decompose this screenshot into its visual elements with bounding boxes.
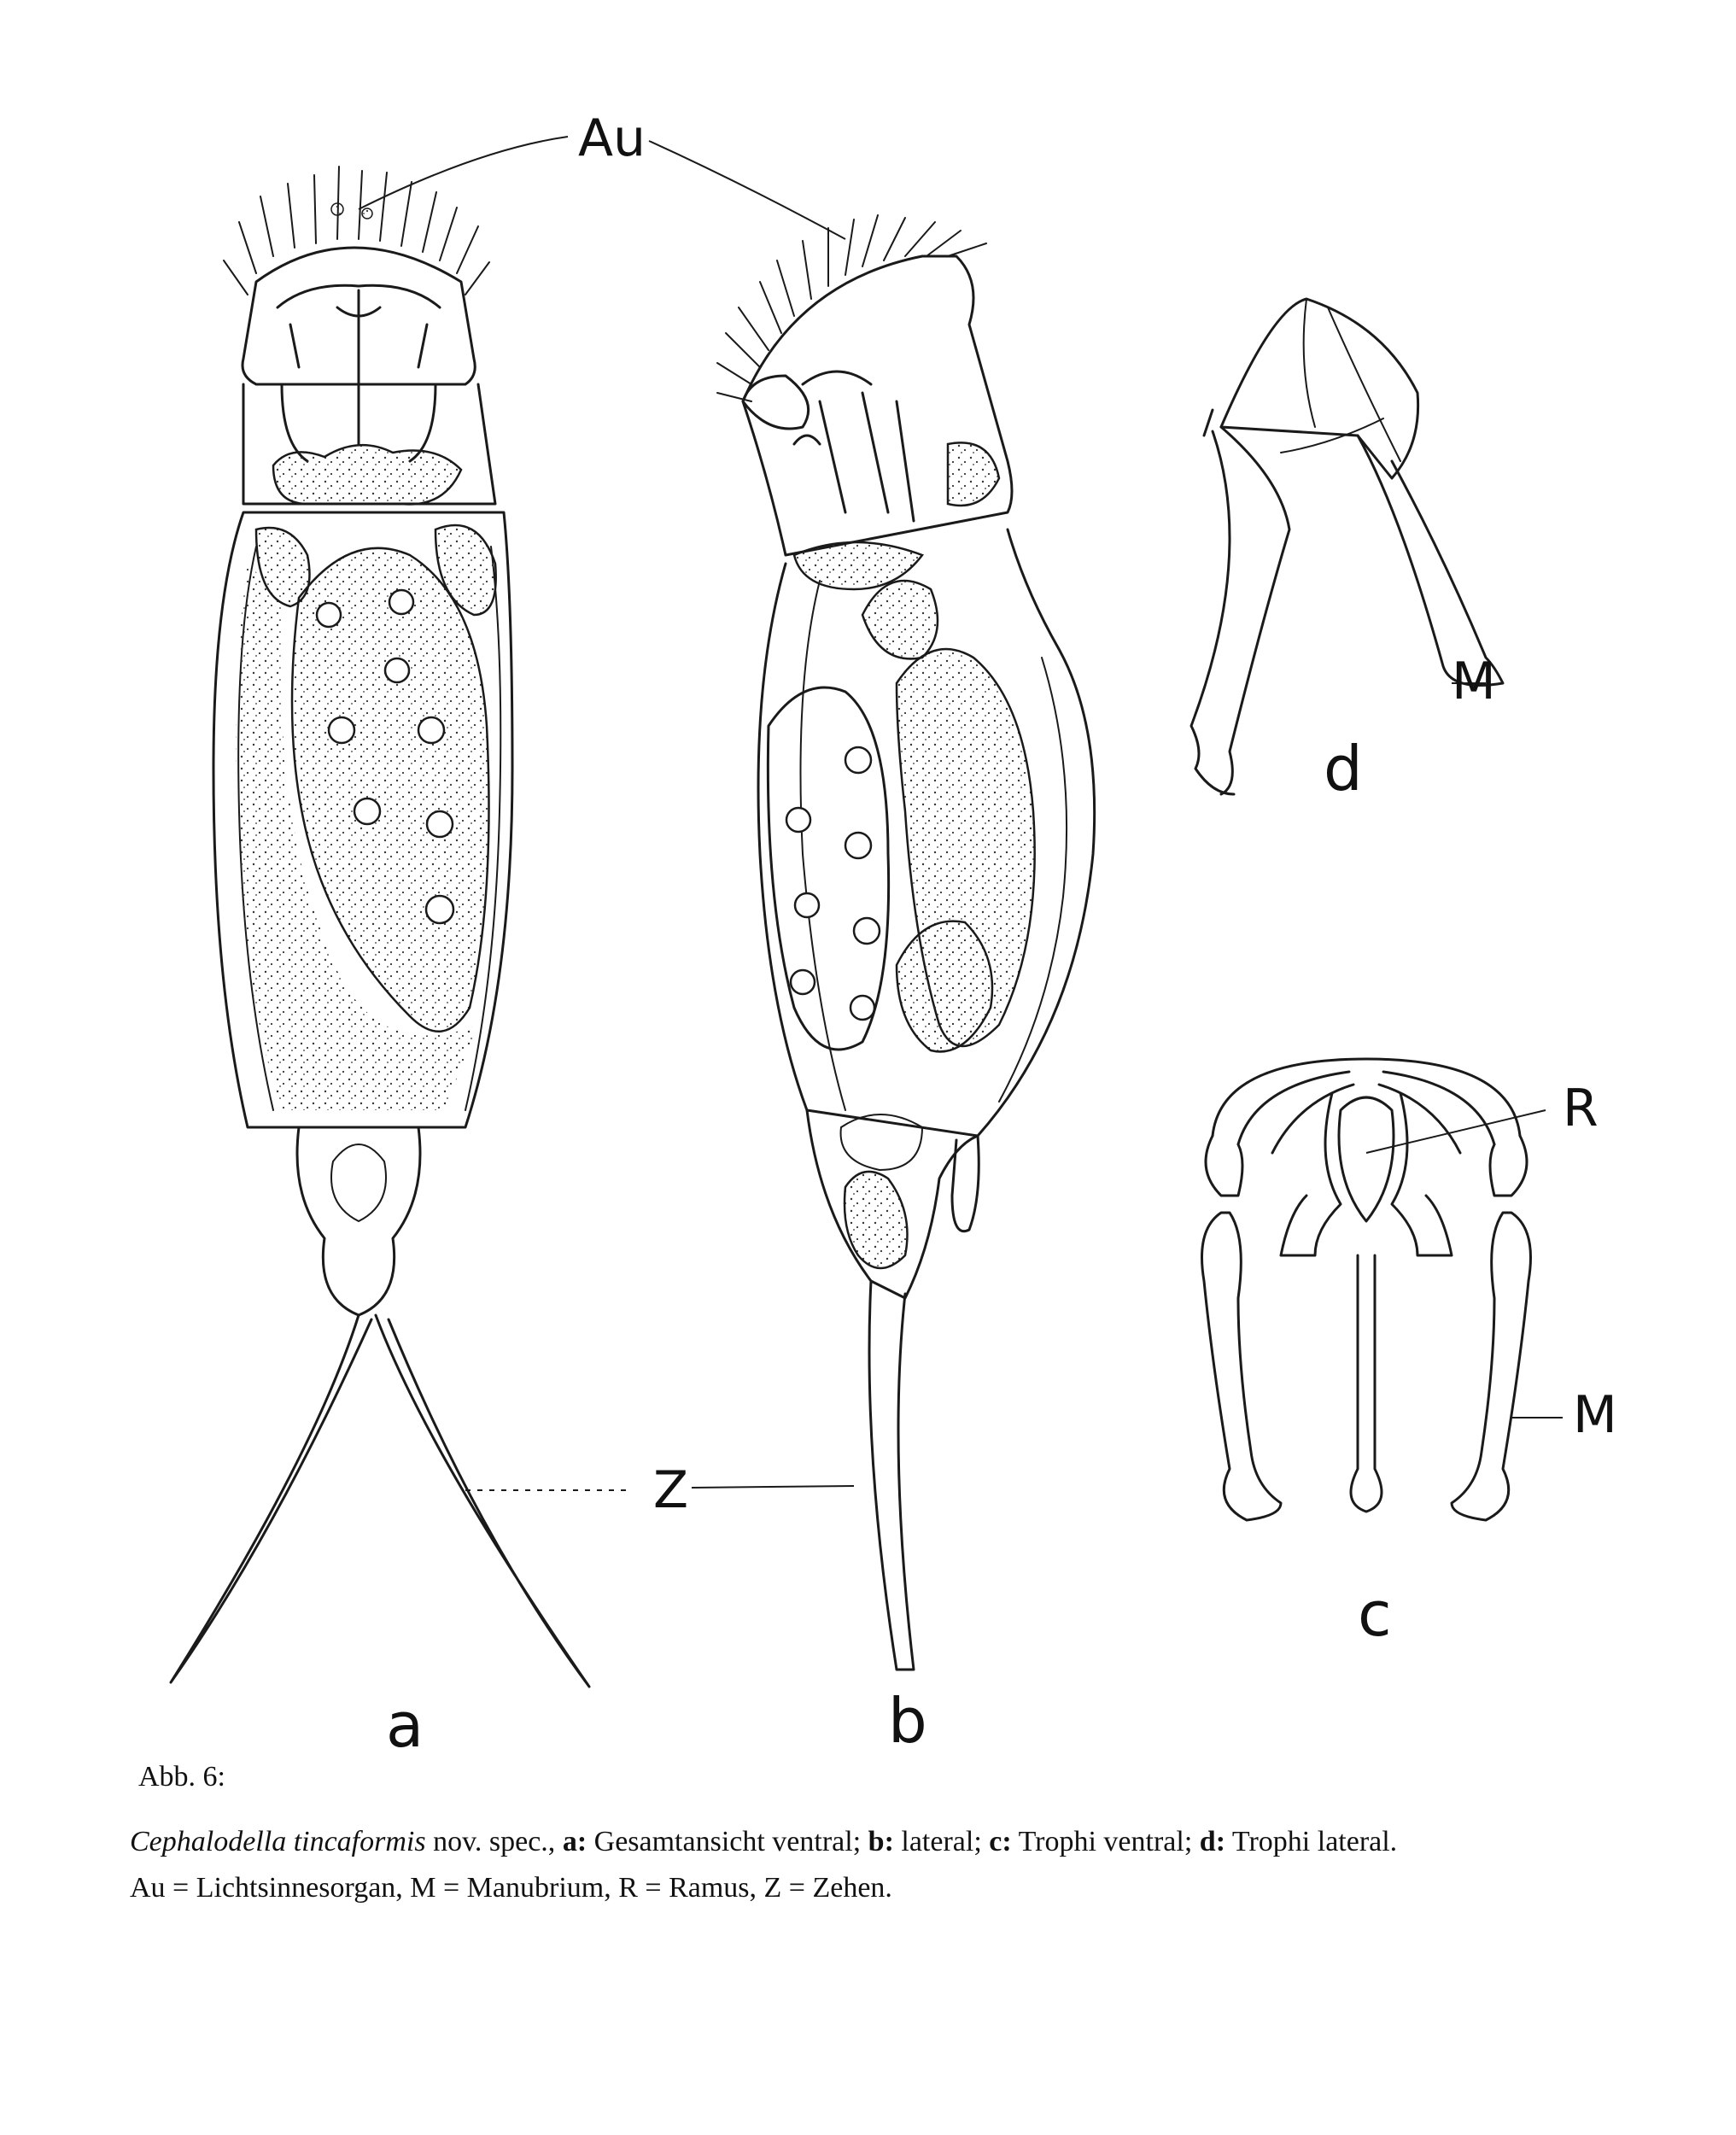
nucleus-b-7 [850, 996, 874, 1020]
drawing-c-trophi-ventral [1202, 1059, 1564, 1520]
caption-d-text: Trophi lateral. [1225, 1826, 1398, 1857]
nucleus-a-3 [385, 658, 409, 682]
vitellarium-b [768, 687, 888, 1050]
trophi-c-ramus-center [1339, 1097, 1394, 1221]
eyespot-a [331, 203, 343, 215]
trophi-c-manubrium-left [1202, 1213, 1282, 1520]
nucleus-a-8 [426, 896, 453, 923]
mastax-glands-a [273, 445, 461, 504]
label-r: R [1563, 1079, 1599, 1138]
trophi-d-manubrium [1358, 436, 1503, 686]
head-b [743, 256, 1012, 555]
caption-a-key: a: [562, 1826, 587, 1857]
nucleus-b-4 [795, 893, 819, 917]
leader-z-b [692, 1486, 854, 1488]
caption-c-key: c: [989, 1826, 1012, 1857]
eyespot-a-2 [362, 208, 372, 219]
nucleus-a-5 [418, 717, 444, 743]
figure-caption [130, 1819, 1667, 1911]
panel-label-d: d [1324, 733, 1363, 804]
nucleus-b-1 [845, 747, 871, 773]
caption-b-text: lateral; [893, 1826, 990, 1857]
trophi-c-fulcrum [1351, 1255, 1382, 1512]
trophi-c-rami [1281, 1093, 1452, 1255]
gland-b-upper [948, 442, 999, 506]
trophi-d-outline [1221, 299, 1418, 478]
label-m-c: M [1573, 1385, 1617, 1445]
figure-number: Abb. 6: [138, 1761, 225, 1793]
drawing-d-trophi-lateral [1191, 299, 1503, 794]
nucleus-a-7 [427, 811, 453, 837]
label-m-d: M [1452, 652, 1496, 711]
trophi-d-inner [1281, 299, 1400, 461]
spur-b [952, 1136, 979, 1231]
nucleus-b-3 [845, 833, 871, 858]
label-au: Au [578, 108, 646, 168]
drawing-a-ventral [171, 167, 589, 1687]
foot-inner-a [331, 1144, 386, 1221]
nucleus-b-6 [791, 970, 815, 994]
toe-a-left [171, 1315, 371, 1682]
gastric-gland-b [862, 581, 938, 658]
nucleus-b-2 [786, 808, 810, 832]
nucleus-b-5 [854, 918, 880, 944]
caption-legend: Au = Lichtsinnesorgan, M = Manubrium, R = Ramus, Z = Zehen. [130, 1872, 892, 1904]
rostrum-b [743, 376, 809, 429]
caption-b-key: b: [868, 1826, 894, 1857]
foot-inner-b [841, 1114, 922, 1170]
caption-d-key: d: [1199, 1826, 1226, 1857]
trophi-d-stem [1191, 410, 1289, 794]
leader-au-b [649, 141, 845, 239]
label-z: Z [653, 1460, 689, 1520]
toe-b [869, 1281, 914, 1670]
panel-label-c: c [1358, 1578, 1392, 1650]
caption-a-text: Gesamtansicht ventral; [587, 1826, 868, 1857]
trophi-b [794, 371, 914, 521]
caption-species: Cephalodella tincaformis [130, 1826, 426, 1857]
trophi-c-arch-inner [1238, 1072, 1494, 1153]
nucleus-a-4 [329, 717, 354, 743]
trophi-c-manubrium-right [1452, 1213, 1531, 1520]
toe-a-right [376, 1315, 589, 1687]
nucleus-a-6 [354, 798, 380, 824]
nucleus-a-1 [317, 603, 341, 627]
drawing-b-lateral [717, 215, 1095, 1670]
panel-label-a: a [386, 1689, 424, 1761]
leader-au-a [359, 137, 568, 209]
trophi-a [278, 285, 440, 461]
nucleus-a-2 [389, 590, 413, 614]
caption-species-suffix: nov. spec., [425, 1826, 563, 1857]
panel-label-b: b [888, 1685, 927, 1757]
trophi-c-lobes [1206, 1136, 1527, 1196]
caption-c-text: Trophi ventral; [1011, 1826, 1200, 1857]
